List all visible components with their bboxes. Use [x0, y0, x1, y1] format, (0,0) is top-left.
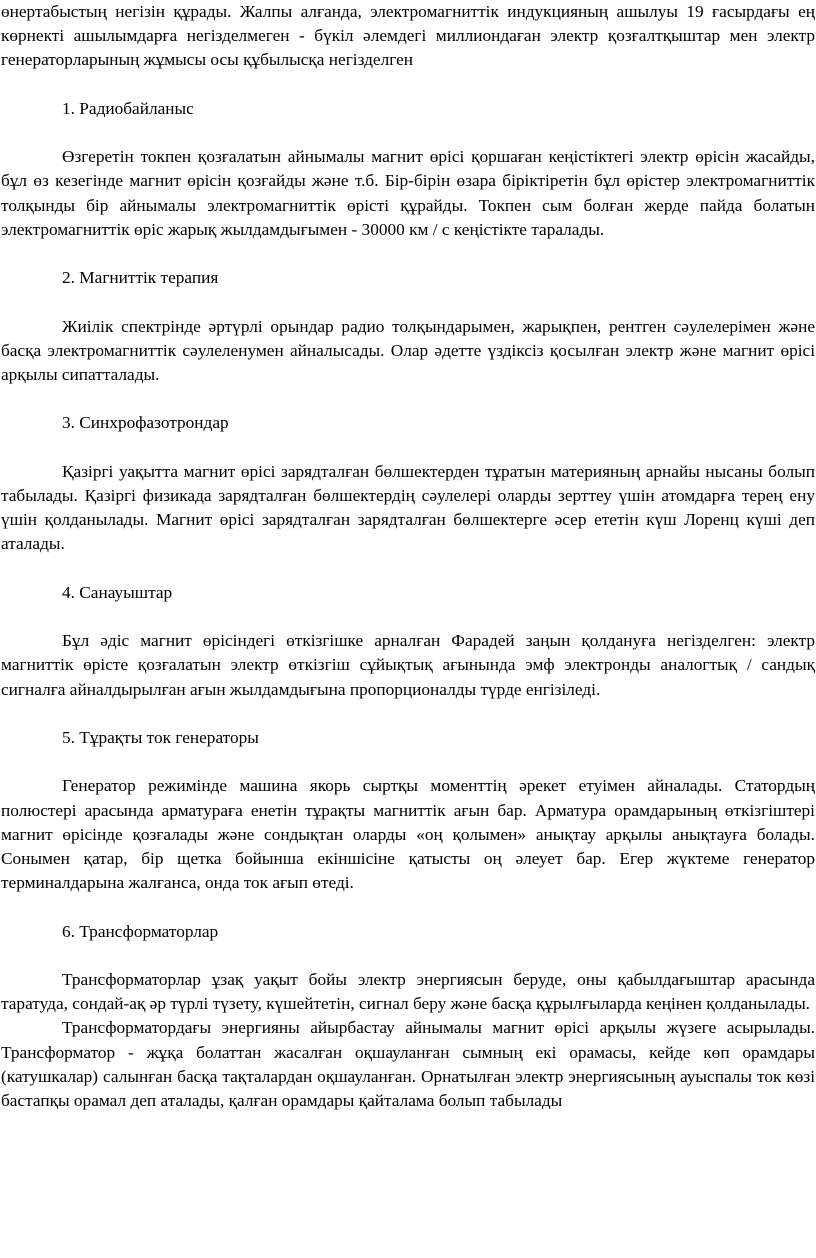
spacer	[1, 605, 815, 629]
section-paragraph: Қазіргі уақытта магнит өрісі зарядталған бөлшектерден тұратын материяның арнайы нысаны болып табылады. Қазіргі физикада зарядталған бөлшектердің сәулелері оларды зерттеу үшін атомдарға терең ену үшін қолданылады. Магнит өрісі зарядталған зарядталған бөлшектерге әсер ететін күш Лоренц күші деп аталады.	[1, 461, 815, 554]
spacer	[1, 242, 815, 266]
spacer	[1, 895, 815, 919]
section-heading-dc-generator: 5. Тұрақты ток генераторы	[62, 727, 259, 747]
section-heading-meters: 4. Санауыштар	[62, 582, 173, 602]
section-paragraph: Трансформаторлар ұзақ уақыт бойы электр энергиясын беруде, оны қабылдағыштар арасында таратуда, сондай-ақ әр түрлі түзету, күшейтетін, сигнал беру және басқа құрылғыларда кеңінен қолданылады.	[1, 969, 815, 1014]
section-heading-transformers: 6. Трансформаторлар	[62, 921, 219, 941]
section-paragraph: Бұл әдіс магнит өрісіндегі өткізгішке арналған Фарадей заңын қолдануға негізделген: электр магниттік өрісте қозғалатын электр өткізгіш сұйықтық ағынында эмф электронды аналогтық / сандық сигналға айналдырылған ағын жылдамдығына пропорционалды түрде енгізіледі.	[1, 631, 815, 699]
spacer	[1, 73, 815, 97]
spacer	[1, 387, 815, 411]
section-paragraph: Өзгеретін токпен қозғалатын айнымалы магнит өрісі қоршаған кеңістіктегі электр өрісін жасайды, бұл өз кезегінде магнит өрісін қозғайды және т.б. Бір-бірін өзара біріктіретін бұл өрістер электромагниттік толқынды бір айнымалы электромагниттік өрісті құрайды. Токпен сым болған жерде пайда болатын электромагниттік өріс жарық жылдамдығымен - 30000 км / с кеңістікте таралады.	[1, 147, 815, 239]
spacer	[1, 436, 815, 460]
spacer	[1, 290, 815, 314]
spacer	[1, 944, 815, 968]
spacer	[1, 702, 815, 726]
section-paragraph: Трансформатордағы энергияны айырбастау айнымалы магнит өрісі арқылы жүзеге асырылады. Трансформатор - жұқа болаттан жасалған оқшауланған сымның екі орамасы, кейде көп орамдары (катушкалар) салынған басқа тақталардан оқшауланған. Орнатылған электр энергиясының ауыспалы ток көзі бастапқы орамал деп аталады, қалған орамдары қайталама болып табылады	[1, 1018, 815, 1110]
section-heading-synchrophasotrons: 3. Синхрофазотрондар	[62, 413, 229, 433]
section-paragraph: Жиілік спектрінде әртүрлі орындар радио толқындарымен, жарықпен, рентген сәулелерімен және басқа электромагниттік сәулеленумен айналысады. Олар әдетте үздіксіз қосылған электр және магнит өрісі арқылы сипатталады.	[1, 316, 815, 384]
spacer	[1, 750, 815, 774]
intro-paragraph: өнертабыстың негізін құрады. Жалпы алғанда, электромагниттік индукцияның ашылуы 19 ғасырдағы ең көрнекті ашылымдарға негізделмеген - бүкіл әлемдегі миллиондаған электр қозғалтқыштар мен электр генераторларының жұмысы осы құбылысқа негізделген	[1, 2, 815, 70]
section-paragraph: Генератор режимінде машина якорь сыртқы моменттің әрекет етуімен айналады. Статордың полюстері арасында арматураға енетін тұрақты магниттік ағын бар. Арматура орамдарының өткізгіштері магнит өрісінде қозғалады және сондықтан оларды «оң қолымен» анықтау арқылы анықтауға болады. Сонымен қатар, бір щетка бойынша екіншісіне қатысты оң әлеует бар. Егер жүктеме генератор терминалдарына жалғанса, онда ток ағып өтеді.	[1, 776, 815, 893]
section-heading-radio: 1. Радиобайланыс	[62, 98, 194, 118]
section-heading-magnetic-therapy: 2. Магниттік терапия	[62, 268, 219, 288]
spacer	[1, 557, 815, 581]
spacer	[1, 121, 815, 145]
